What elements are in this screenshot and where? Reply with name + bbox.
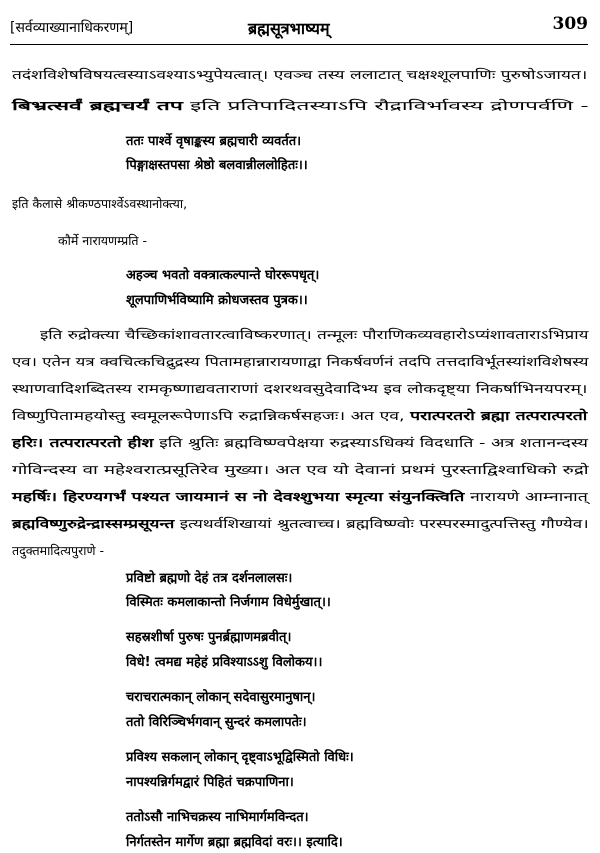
- line-text: कौर्मे नारायणम्प्रति -: [58, 233, 148, 248]
- bold-quote: हरिः। तत्परात्परतो हीश: [12, 435, 154, 450]
- bold-quote: महर्षिः। हिरण्यगर्भं पश्यत जायमानं स नो देवश्शुभया स्मृत्या संयुनक्त्विति: [12, 489, 465, 504]
- verse-line: [126, 714, 307, 732]
- text-line: [12, 380, 587, 398]
- line-text: स्थाणवादिशब्दितस्य रामकृष्णाद्यवताराणां दशरथवसुदेवादिभ्य इव लोकदृष्ट्या निकर्षाभिनयपरम्।: [12, 381, 588, 396]
- text-line: [12, 488, 588, 506]
- book-title: ब्रह्मसूत्रभाष्यम्: [248, 19, 330, 38]
- verse-line: [126, 594, 331, 612]
- text-line: [40, 326, 588, 344]
- text-line: [12, 461, 589, 479]
- line-text: अहञ्च भवतो वक्त्रात्कल्पान्ते घोररूपधृत्।: [126, 268, 320, 283]
- text-line: [12, 97, 589, 115]
- text-segment: इति प्रतिपादितस्याऽपि रौद्राविर्भावस्य द्रोणपर्वणि -: [182, 98, 589, 113]
- section-title: [सर्वव्याख्यानाधिकरणम्]: [10, 20, 134, 36]
- text-line: [12, 195, 187, 213]
- verse-line: [126, 267, 319, 285]
- line-text: ततोऽसौ नाभिचक्रस्य नाभिमार्गमविन्दत।: [126, 810, 309, 825]
- line-text: इति रुद्रोक्त्या चैच्छिकांशावतारत्वाविष्करणात्। तन्मूलः पौराणिकव्यवहारोऽप्यंशावताराऽभिप्राय: [40, 327, 589, 342]
- verse-line: [126, 629, 291, 647]
- text-segment: इति श्रुतिः ब्रह्मविष्ण्वपेक्षया रुद्रस्याऽधिक्यं विदधाति - अत्र शतानन्दस्य: [153, 435, 588, 450]
- page-number: 309: [552, 14, 588, 34]
- text-segment: विष्णुपितामहयोस्तु स्वमूलरूपेणाऽपि रुद्रान्निकर्षसहजः। अत एव,: [12, 408, 411, 423]
- line-text: ततः पार्श्वे वृषाङ्कस्य ब्रह्मचारी व्यवर्तत।: [126, 134, 302, 149]
- line-text: प्रविश्य सकलान् लोकान् दृष्ट्वाऽभूद्विस्मितो विधिः।: [126, 750, 354, 765]
- verse-line: [126, 834, 343, 852]
- verse-line: [126, 749, 354, 767]
- text-line: [12, 434, 588, 452]
- line-text: चराचरात्मकान् लोकान् सदेवासुरमानुषान्।: [126, 690, 316, 705]
- line-text: तदुक्तमादित्यपुराणे -: [12, 543, 105, 558]
- verse-line: [126, 774, 294, 792]
- text-line: [58, 232, 147, 250]
- text-line: [12, 407, 587, 425]
- verse-line: [126, 133, 301, 151]
- line-text: इति कैलासे श्रीकण्ठपार्श्वेऽवस्थानोक्त्या,: [12, 196, 188, 211]
- bold-quote: परात्परतरो ब्रह्मा तत्परात्परतो: [410, 408, 588, 423]
- line-text: एव। एतेन यत्र क्वचित्कचिद्रुद्रस्य पितामहान्नारायणाद्वा निकर्षवर्णनं तदपि तत्तदाविर्भूतस्यांशविशेषस्य: [12, 354, 589, 369]
- bold-quote: निर्गतस्तेन मार्गेण ब्रह्मा ब्रह्मविदां वरः।।: [126, 835, 302, 850]
- verse-line: [126, 292, 308, 310]
- line-text: पिङ्गाक्षस्तपसा श्रेष्ठो बलवान्नीललोहितः।।: [126, 158, 308, 173]
- line-text: नापश्यन्निर्गमद्वारं पिहितं चक्रपाणिना।: [126, 775, 294, 790]
- text-line: [12, 353, 589, 371]
- verse-line: [126, 689, 315, 707]
- text-segment: नारायणे आम्नानात्: [464, 489, 588, 504]
- text-segment: इत्यथर्वशिखायां श्रुतत्वाच्च। ब्रह्मविष्ण्वोः परस्परस्मादुत्पत्तिस्तु गौण्येव।: [174, 516, 589, 531]
- text-line: [12, 542, 104, 560]
- line-text: ततो विरिञ्चिर्भगवान् सुन्दरं कमलापतेः।: [126, 715, 307, 730]
- verse-line: [126, 654, 322, 672]
- text-segment: इत्यादि।: [301, 835, 343, 850]
- verse-line: [126, 570, 292, 588]
- line-text: गोविन्दस्य वा महेश्वरात्प्रसूतिरेव मुख्या। अत एव यो देवानां प्रथमं पुरस्ताद्विश्वाधिको रुद्रो: [12, 462, 589, 477]
- text-line: [12, 515, 589, 533]
- bold-quote: बिभ्रत्सर्वं ब्रह्मचर्यं तप: [12, 98, 183, 113]
- text-line: [12, 66, 587, 84]
- verse-line: [126, 157, 308, 175]
- verse-line: [126, 809, 309, 827]
- line-text: सहस्रशीर्षा पुरुषः पुनर्ब्रह्माणमब्रवीत्।: [126, 630, 292, 645]
- line-text: शूलपाणिर्भविष्यामि क्रोधजस्तव पुत्रक।।: [126, 293, 308, 308]
- bold-quote: ब्रह्मविष्णुरुद्रेन्द्रास्सम्प्रसूयन्त: [12, 516, 175, 531]
- header-rule: [10, 44, 588, 45]
- line-text: प्रविष्टो ब्रह्मणो देहं तत्र दर्शनलालसः।: [126, 571, 293, 586]
- line-text: तदंशविशेषविषयत्वस्याऽवश्याऽभ्युपेयत्वात्। एवञ्च तस्य ललाटात् चक्षश्शूलपाणिः पुरुषोऽजायत।: [12, 67, 588, 82]
- line-text: विस्मितः कमलाकान्तो निर्जगाम विधेर्मुखात्।।: [126, 595, 331, 610]
- line-text: विधे! त्वमद्य महेहं प्रविश्याऽऽशु विलोकय।।: [126, 655, 323, 670]
- page-header: [10, 14, 588, 40]
